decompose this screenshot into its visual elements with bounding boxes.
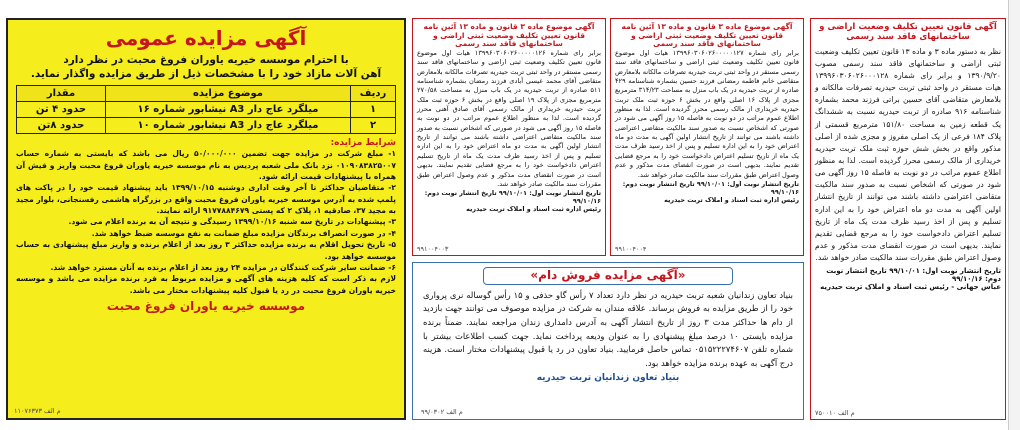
condition-item: ۳- پیشنهادات در تاریخ سه شنبه ۱۳۹۹/۱۰/۱۶ رسیدگی و نتیجه آن به برنده اعلام می شود.: [68, 217, 396, 227]
row-no: ۲: [351, 118, 396, 134]
public-auction-ad: [6, 18, 406, 420]
land-ad-3-dates: تاریخ انتشار نوبت اول: ۹۹/۱۰/۰۱ تاریخ انتشار نوبت دوم: ۹۹/۱۰/۱۶: [826, 267, 1001, 284]
row-no: ۱: [351, 102, 396, 118]
page-edge-strip: [1008, 0, 1020, 430]
row-subject: میلگرد عاج دار A3 نیشابور شماره ۱۶: [106, 102, 351, 118]
land-ad-2-dates: تاریخ انتشار نوبت اول: ۹۹/۱۰/۰۱ تاریخ انتشار نوبت دوم: ۹۹/۱۰/۱۶: [622, 179, 799, 196]
land-ad-3-title: آگهی قانون تعیین تکلیف وضعیت اراضی و ساختمانهای فاقد سند رسمی: [819, 22, 997, 42]
auction-items-table: [16, 85, 396, 134]
land-ad-2-body: برابر رای شماره ۱۳۹۹۶۰۳۰۶۰۲۶۰۰۰۰۰۱۲۷ هیات اول موضوع قانون تعیین تکلیف وضعیت ثبتی اراضی و ساختمانهای فاقد سند رسمی مستقر در واحد ثبتی تربت حیدریه تصرفات مالکانه بلامعارض متقاضی خانم فاطمه رمضانی فرزند حسین بشماره شناسنامه ۴۲۹ صادره از تربت حیدریه در یک باب منزل به مساحت ۳۱۴/۲۳ مترمربع مجزی از پلاک ۱۶ اصلی واقع در بخش ۶ حوزه ثبت ملک تربت حیدریه خریداری از مالک رسمی محرز گردیده است. لذا به منظور اطلاع عموم مراتب در دو نوبت به فاصله ۱۵ روز آگهی می شود در صورتی که اشخاص نسبت به صدور سند مالکیت متقاضی اعتراضی داشته باشند می توانند از تاریخ انتشار اولین آگهی به مدت دو ماه اعتراض خود را به این اداره تسلیم و پس از اخذ رسید ظرف مدت یک ماه از تاریخ تسلیم اعتراض دادخواست خود را به مرجع قضایی تقدیم نمایند. بدیهی است در صورت انقضای مدت مذکور و عدم وصول اعتراض طبق مقررات سند مالکیت صادر خواهد شد.: [615, 48, 800, 179]
condition-item: ۲- متقاضیان حداکثر تا آخر وقت اداری دوشنبه ۱۳۹۹/۱۰/۱۵ باید پیشنهاد قیمت خود را در پاکت های پلمپ شده به آدرس موسسه خیریه یاوران فروغ محبت واقع در بزرگراه هاشمی رفسنجانی، بلوار مجید به مجید ۳۷، صادقیه ۱، پلاک ۲ که پستی ۹۱۷۷۸۸۴۶۷۹ ارائه نمایند.: [16, 183, 396, 216]
land-ad-2-signer: رئیس اداره ثبت اسناد و املاک تربت حیدریه: [664, 195, 799, 204]
conditions-title: شرایط مزایده:: [330, 138, 396, 149]
row-amount: حدود ۴ تن: [17, 102, 106, 118]
land-ad-1-title: آگهی موضوع ماده ۳ قانون و ماده ۱۳ آئین نامه قانون تعیین تکلیف وضعیت ثبتی اراضی و ساختمانهای فاقد سند رسمی: [423, 22, 595, 49]
col-header-subject: موضوع مزایده: [106, 86, 351, 102]
land-ad-3-body: نظر به دستور ماده ۳ و ماده ۱۳ قانون تعیین تکلیف وضعیت ثبتی اراضی و ساختمانهای فاقد سند رسمی مصوب ۱۳۹۰/۹/۲۰ و برابر رای شماره ۱۳۹۹۶۰۳۰۶۰۲۶۰۰۰۱۲۸ هیات مستقر در واحد ثبتی تربت حیدریه تصرفات مالکانه و بلامعارض متقاضی آقای حسین براتی فرزند محمد بشماره شناسنامه ۹۱۶ صادره از تربت حیدریه نسبت به ششدانگ یک قطعه زمین به مساحت ۱۵۱/۸۰ مترمربع قسمتی از پلاک ۱۸۴ فرعی از یک اصلی مفروز و مجزی شده از اصلی مذکور واقع در بخش شش حوزه ثبت ملک تربت حیدریه خریداری از مالک رسمی محرز گردیده است. لذا به منظور اطلاع عموم مراتب در دو نوبت به فاصله ۱۵ روز آگهی می شود در صورتی که اشخاص نسبت به صدور سند مالکیت متقاضی اعتراضی داشته باشند می توانند از تاریخ انتشار اولین آگهی به مدت دو ماه اعتراض خود را به این اداره تسلیم و پس از اخذ رسید ظرف مدت یک ماه از تاریخ تسلیم اعتراض دادخواست خود را به مرجع قضایی تقدیم نمایند. بدیهی است در صورت انقضای مدت مذکور و عدم وصول اعتراض طبق مقررات سند مالکیت صادر خواهد شد.: [815, 46, 1002, 263]
row-subject: میلگرد عاج دار A3 نیشابور شماره ۱۰: [106, 118, 351, 134]
public-auction-signature: موسسه خیریه یاوران فروغ محبت: [106, 299, 306, 314]
conditions-list: [16, 148, 396, 296]
land-ad-1-signer: رئیس اداره ثبت اسناد و املاک تربت حیدریه: [466, 205, 601, 214]
col-header-amount: مقدار: [17, 86, 106, 102]
livestock-body: بنیاد تعاون زندانیان شعبه تربت حیدریه در نظر دارد تعداد ۷ رأس گاو حذفی و ۱۵ رأس گوساله نری پرواری خود را از طریق مزایده به فروش برساند. علاقه مندان به شرکت در مزایده موصوف می توانند جهت بازدید از دام ها حداکثر مدت ۳ روز از تاریخ انتشار آگهی به آدرس دامداری زندان مراجعه نمایند. ضمناً برنده مزایده بایستی ۱۰ درصد مبلغ پیشنهادی را به عنوان ودیعه پرداخت نماید. جهت کسب اطلاعات بیشتر با شماره تلفن ۰۵۱۵۲۲۲۷۴۶۰۷ تماس حاصل فرمایید. بنیاد تعاون در رد یا قبول پیشنهادات مختار است. هزینه درج آگهی به عهده برنده مزایده خواهد بود.: [423, 289, 793, 368]
livestock-title: «آگهی مزایده فروش دام»: [530, 268, 686, 282]
condition-item: لازم به ذکر است که کلیه هزینه های آگهی و مزایده مربوط به فرد برنده مزایده می باشد و موسسه خیریه یاوران فروغ محبت در رد یا قبول کلیه پیشنهادات مختار می باشد.: [16, 274, 396, 295]
land-ad-3-signer: عباس جهانی - رئیس ثبت اسناد و املاک تربت حیدریه: [820, 283, 1001, 292]
land-ad-1-body: برابر رای شماره ۱۳۹۹۶۰۳۰۶۰۲۶۰۰۰۰۰۱۲۶ هیات اول موضوع قانون تعیین تکلیف وضعیت ثبتی اراضی و ساختمانهای فاقد سند رسمی مستقر در واحد ثبتی تربت حیدریه تصرفات مالکانه بلامعارض متقاضی آقای محمد عیسی آبادی فرزند رمضان بشماره شناسنامه ۵۱۱ صادره از تربت حیدریه در یک باب منزل به مساحت ۲۷۰/۵۸ مترمربع مجزی از پلاک ۱۹ اصلی واقع در بخش ۶ حوزه ثبت ملک تربت حیدریه خریداری از مالک رسمی آقای صادق آهنی محرز گردیده است. لذا به منظور اطلاع عموم مراتب در دو نوبت به فاصله ۱۵ روز آگهی می شود در صورتی که اشخاص نسبت به صدور سند مالکیت متقاضی اعتراضی داشته باشند می توانند از تاریخ انتشار اولین آگهی به مدت دو ماه اعتراض خود را به این اداره تسلیم و پس از اخذ رسید ظرف مدت یک ماه از تاریخ تسلیم اعتراض دادخواست خود را به مرجع قضایی تقدیم نمایند. بدیهی است در صورت انقضای مدت مذکور و عدم وصول اعتراض طبق مقررات سند مالکیت صادر خواهد شد.: [417, 48, 602, 188]
land-ad-2-title: آگهی موضوع ماده ۳ قانون و ماده ۱۳ آئین نامه قانون تعیین تکلیف وضعیت ثبتی اراضی و ساختمانهای فاقد سند رسمی: [621, 22, 793, 49]
condition-item: ۴- در صورت انصراف برندگان مزایده مبلغ ضمانت به نفع موسسه ضبط خواهد شد.: [91, 228, 396, 238]
land-ad-3-code: ۷۵۰۰۱۰ م الف: [815, 409, 855, 417]
public-auction-title: آگهی مزایده عمومی: [105, 26, 307, 50]
col-header-row-no: ردیف: [351, 86, 396, 102]
public-auction-code: ۱۱۰۷۶۳۷۳ م الف: [14, 407, 61, 415]
land-ad-2: [610, 18, 804, 256]
land-ad-1-code: ۹۹۱۰۰۴۰۰۳: [417, 245, 449, 253]
condition-item: ۵- تاریخ تحویل اقلام به برنده مزایده حداکثر ۳ روز بعد از اعلام برنده و واریز مبلغ پیشنهادی به حساب موسسه خواهد بود.: [16, 240, 396, 261]
table-row: [17, 118, 396, 134]
livestock-auction-ad: [412, 262, 804, 420]
livestock-signer: بنیاد تعاون زندانیان تربت حیدریه: [536, 373, 680, 384]
livestock-code: ۹۹/۰۳۰۲ م الف: [421, 408, 463, 416]
land-ad-1-dates: تاریخ انتشار نوبت اول: ۹۹/۱۰/۰۱ تاریخ انتشار نوبت دوم: ۹۹/۱۰/۱۶: [424, 189, 601, 206]
livestock-title-frame: [483, 267, 733, 285]
land-ad-1: [412, 18, 606, 256]
public-auction-intro-2: آهن آلات مازاد خود را با مشخصات ذیل از طریق مزایده واگذار نماید.: [30, 68, 382, 81]
condition-item: ۱- مبلغ شرکت در مزایده جهت تضمین ۵۰/۰۰۰/۰۰۰ ریال می باشد که بایستی به شماره حساب ۰۱۰۹۰۸۳۸۲۵۰۰۷ نزد بانک ملی شعبه پردیس به نام موسسه خیریه یاوران فروغ محبت واریز و فیش آن همراه با پیشنهادات قیمت ارائه شود.: [16, 149, 397, 181]
public-auction-intro-1: با احترام موسسه خیریه یاوران فروغ محبت در نظر دارد: [63, 54, 349, 66]
land-ad-3: [810, 18, 1006, 420]
row-amount: حدود ۸تن: [17, 118, 106, 134]
table-row: [17, 102, 396, 118]
condition-item: ۶- ضمانت سایر شرکت کنندگان در مزایده ۲۴ روز بعد از اعلام برنده به آنان مسترد خواهد شد.: [50, 263, 396, 273]
auction-items-header: [17, 86, 396, 102]
land-ad-2-code: ۹۹۱۰۰۴۰۰۴: [615, 245, 647, 253]
